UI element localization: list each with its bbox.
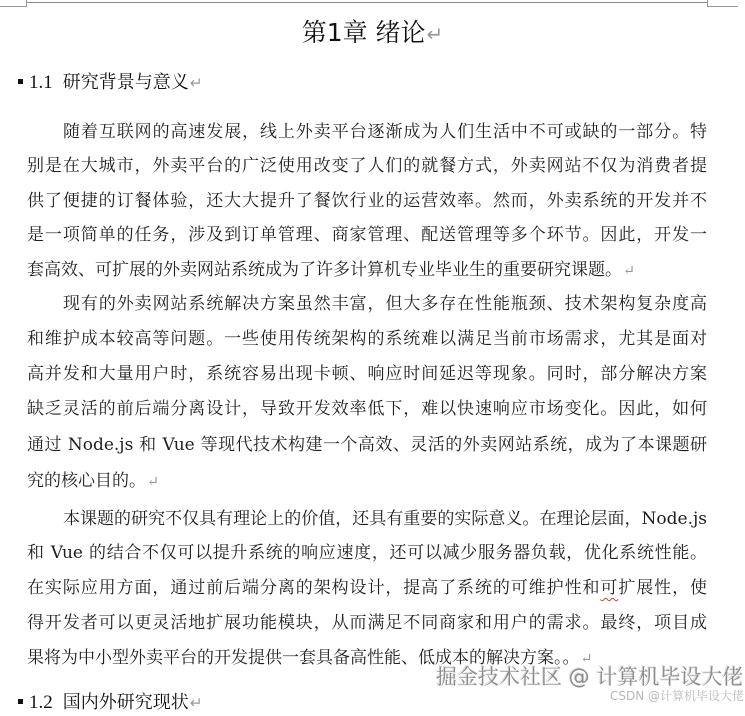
text-line-content: 究的核心目的。 (27, 471, 146, 491)
text-line-tail: 扩展性，使 (618, 578, 707, 598)
watermark-csdn: CSDN @计算机毕设大佬 (610, 689, 745, 703)
paragraph-mark-icon: ↵ (426, 22, 444, 46)
text-line (27, 573, 707, 603)
paragraph-mark-icon: ↵ (189, 74, 203, 92)
watermark-juejin: 掘金技术社区 @ 计算机毕设大佬 (436, 665, 744, 689)
spellcheck-flagged-word[interactable]: 可 (600, 578, 619, 598)
heading-bullet-icon (18, 79, 23, 84)
paragraph-mark-icon: ↵ (623, 263, 636, 279)
text-line: 得开发者可以更灵活地扩展功能模块，从而满足不同商家和用户的需求。最终，项目成 (27, 613, 707, 633)
text-line: 现有的外卖网站系统解决方案虽然丰富，但大多存在性能瓶颈、技术架构复杂度高 (63, 294, 707, 314)
text-line: 本课题的研究不仅具有理论上的价值，还具有重要的实际意义。在理论层面，Node.js (63, 509, 707, 529)
section-heading-1-2[interactable] (18, 690, 203, 716)
text-line: 和 Vue 的结合不仅可以提升系统的响应速度，还可以减少服务器负载，优化系统性能。 (27, 543, 707, 563)
text-line: 供了便捷的订餐体验，还大大提升了餐饮行业的运营效率。然而，外卖系统的开发并不 (27, 191, 707, 211)
section-title: 研究背景与意义 (62, 72, 189, 93)
heading-bullet-icon (18, 699, 23, 704)
text-line: 和维护成本较高等问题。一些使用传统架构的系统难以满足当前市场需求，尤其是面对 (27, 329, 707, 349)
margin-crop-mark-left (0, 0, 27, 7)
paragraph-mark-icon: ↵ (189, 694, 203, 712)
header-margin-line (26, 2, 707, 3)
chapter-title[interactable] (0, 15, 745, 52)
text-line-content: 套高效、可扩展的外卖网站系统成为了许多计算机专业毕业生的重要研究课题。 (27, 260, 622, 280)
section-number: 1.1 (29, 72, 53, 93)
text-line: 通过 Node.js 和 Vue 等现代技术构建一个高效、灵活的外卖网站系统，成为了本课题研 (27, 435, 707, 455)
text-line: 是一项简单的任务，涉及到订单管理、商家管理、配送管理等多个环节。因此，开发一 (27, 225, 707, 245)
text-line: 高并发和大量用户时，系统容易出现卡顿、响应时间延迟等现象。同时，部分解决方案 (27, 364, 707, 384)
text-line-content: 在实际应用方面，通过前后端分离的架构设计，提高了系统的可维护性和 (27, 578, 601, 598)
text-line-content: 果将为中小型外卖平台的开发提供一套具备高性能、低成本的解决方案。。 (27, 648, 580, 668)
section-number: 1.2 (29, 692, 53, 713)
text-line: 随着互联网的高速发展，线上外卖平台逐渐成为人们生活中不可或缺的一部分。特 (63, 122, 707, 142)
paragraph-mark-icon: ↵ (580, 651, 593, 667)
text-line-last (27, 255, 707, 285)
margin-crop-mark-right (707, 0, 738, 7)
text-line-last (27, 466, 707, 496)
text-line: 别是在大城市，外卖平台的广泛使用改变了人们的就餐方式，外卖网站不仅为消费者提 (27, 156, 707, 176)
chapter-title-text: 第1章 绪论 (301, 18, 426, 47)
text-line: 缺乏灵活的前后端分离设计，导致开发效率低下，难以快速响应市场变化。因此，如何 (27, 399, 707, 419)
section-heading-1-1[interactable] (18, 70, 203, 96)
paragraph-mark-icon: ↵ (147, 474, 160, 490)
section-title: 国内外研究现状 (62, 692, 189, 713)
